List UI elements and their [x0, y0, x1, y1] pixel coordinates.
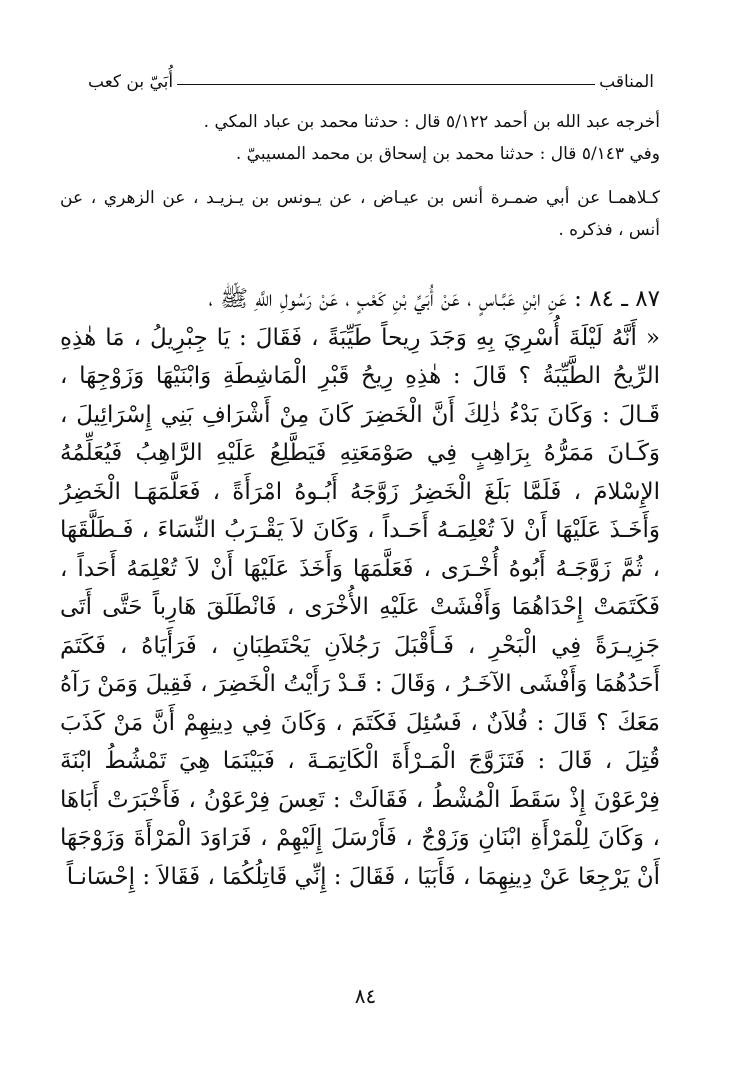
hadith-text: « أَنَّهُ لَيْلَةَ أُسْرِيَ بِهِ وَجَدَ رِيحاً طَيِّبَةً ، فَقَالَ : يَا جِبْرِيلُ ، مَا هٰذِهِ الرِّيحُ الطَّيِّبَةُ ؟ قَالَ : هٰذِهِ رِيحُ قَبْرِ الْمَاشِطَةِ وَابْنَيْهَا وَزَوْجِهَا ، قَـالَ : وَكَانَ بَدْءُ ذٰلِكَ أَنَّ الْخَضِرَ كَانَ مِنْ أَشْرَافِ بَنِي إِسْرَائِيلَ ، وَكَـانَ مَمَرُّهُ بِرَاهِبٍ فِي صَوْمَعَتِهِ فَيَطَّلِعُ عَلَيْهِ الرَّاهِبُ فَيُعَلِّمُهُ الإِسْلامَ ، فَلَمَّا بَلَغَ الْخَضِرُ زَوَّجَهُ أَبُـوهُ امْرَأَةً ، فَعَلَّمَهَـا الْخَضِرُ وَأَخَـذَ عَلَيْهَا أَنْ لاَ تُعْلِمَـهُ أَحَـداً ، وَكَانَ لاَ يَقْـرَبُ النِّسَاءَ ، فَـطَلَّقَهَا ، ثُمَّ زَوَّجَـهُ أَبُوهُ أُخْـرَى ، فَعَلَّمَهَا وَأَخَذَ عَلَيْهَا أَنْ لاَ تُعْلِمَهُ أَحَداً ، فَكَتَمَتْ إِحْدَاهُمَا وَأَفْشَتْ عَلَيْهِ الأُخْرَى ، فَانْطَلَقَ هَارِباً حَتَّى أَتَى جَزِيـرَةً فِي الْبَحْرِ ، فَـأَقْبَلَ رَجُلاَنِ يَحْتَطِبَانِ ، فَرَأَيَاهُ ، فَكَتَمَ أَحَدُهُمَا وَأَفْشَى الآخَـرُ ، وَقَالَ : قَـدْ رَأَيْتُ الْخَضِرَ ، فَقِيلَ وَمَنْ رَآهُ مَعَكَ ؟ قَالَ : فُلاَنٌ ، فَسُئِلَ فَكَتَمَ ، وَكَانَ فِي دِينِهِمْ أَنَّ مَنْ كَذَبَ قُتِلَ ، قَالَ : فَتَزَوَّجَ الْمَـرْأَةَ الْكَاتِمَـةَ ، فَبَيْنَمَا هِيَ تَمْشُطُ ابْنَةَ فِرْعَوْنَ إِذْ سَقَطَ الْمُشْطُ ، فَقَالَتْ : تَعِسَ فِرْعَوْنُ ، فَأَخْبَرَتْ أَبَاهَا ، وَكَانَ لِلْمَرْأَةِ ابْنَانِ وَزَوْجٌ ، فَأَرْسَلَ إِلَيْهِمْ ، فَرَاوَدَ الْمَرْأَةَ وَزَوْجَهَا أَنْ يَرْجِعَا عَنْ دِينِهِمَا ، فَأَبَيَا ، فَقَالَ : إِنِّي قَاتِلُكُمَا ، فَقَالاَ : إِحْسَانـاً	[60, 324, 660, 890]
hadith-heading: ٨٧ ـ ٨٤ : عَنِ ابْنِ عَبَّـاسٍ ، عَنْ أُبَيِّ بْنِ كَعْبٍ ، عَنْ رَسُولِ اللَّهِ ﷺ ،	[208, 286, 660, 312]
hadith-block	[60, 280, 660, 896]
header-rule	[177, 84, 595, 85]
page-body	[60, 106, 660, 896]
header-book-title: المناقب	[599, 72, 654, 92]
note-paragraph: كـلاهمـا عن أبي ضمـرة أنس بن عيـاض ، عن يـونس بن يـزيـد ، عن الزهري ، عن أنس ، فذكره .	[60, 188, 660, 240]
note-line: أخرجه عبد الله بن أحمد ٥/١٢٢ قال : حدثنا محمد بن عباد المكي .	[203, 112, 660, 132]
footnote-block	[60, 106, 660, 246]
page-number: ٨٤	[354, 984, 377, 1008]
running-header	[88, 62, 654, 92]
header-chapter-title: أُبَيّ بن كعب	[88, 72, 174, 92]
note-line: وفي ٥/١٤٣ قال : حدثنا محمد بن إسحاق بن محمد المسيبيّ .	[235, 144, 660, 164]
